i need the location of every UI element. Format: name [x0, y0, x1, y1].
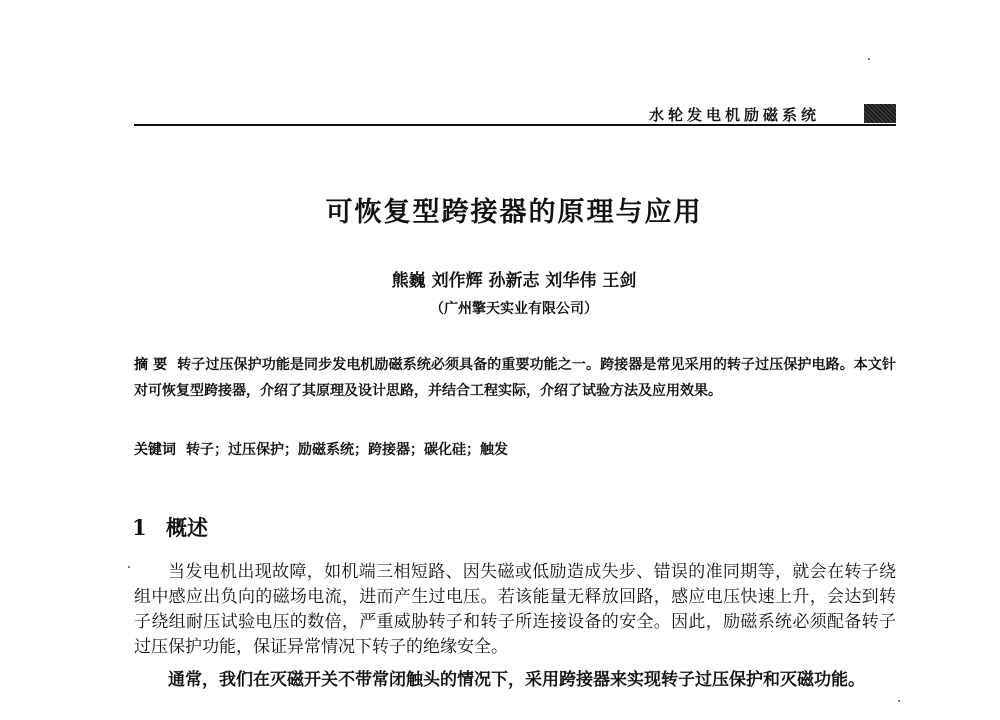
header-decorative-block — [864, 104, 896, 123]
body-paragraph: 通常，我们在灭磁开关不带常闭触头的情况下，采用跨接器来实现转子过压保护和灭磁功能。 — [168, 670, 865, 690]
header-rule — [134, 124, 896, 126]
scan-speck — [898, 700, 900, 702]
keywords-label: 关键词 — [134, 442, 176, 458]
running-header-title: 水轮发电机励磁系统 — [648, 106, 820, 124]
author-affiliation: （广州擎天实业有限公司） — [430, 301, 598, 317]
paper-title: 可恢复型跨接器的原理与应用 — [325, 197, 703, 228]
scan-speck — [128, 566, 130, 568]
keywords — [134, 437, 896, 463]
author-list: 熊巍 刘作辉 孙新志 刘华伟 王剑 — [391, 271, 637, 291]
section-number: 1 — [132, 515, 147, 540]
section-heading — [132, 512, 208, 542]
section-body — [134, 560, 896, 693]
abstract-text: 转子过压保护功能是同步发电机励磁系统必须具备的重要功能之一。跨接器是常见采用的转子过压保护电路。本文针对可恢复型跨接器，介绍了其原理及设计思路，并结合工程实际，介绍了试验方法及应用效果。 — [134, 357, 897, 399]
abstract-label: 摘 要 — [134, 357, 168, 373]
keywords-text: 转子；过压保护；励磁系统；跨接器；碳化硅；触发 — [186, 442, 508, 458]
section-title: 概述 — [166, 515, 208, 540]
scan-speck — [868, 58, 870, 60]
abstract — [134, 352, 896, 404]
body-paragraph: 当发电机出现故障，如机端三相短路、因失磁或低励造成失步、错误的准同期等，就会在转子绕组中感应出负向的磁场电流，进而产生过电压。若该能量无释放回路，感应电压快速上升，会达到转子绕组耐压试验电压的数倍，严重威胁转子和转子所连接设备的安全。因此，励磁系统必须配备转子过压保护功能，保证异常情况下转子的绝缘安全。 — [134, 562, 896, 657]
